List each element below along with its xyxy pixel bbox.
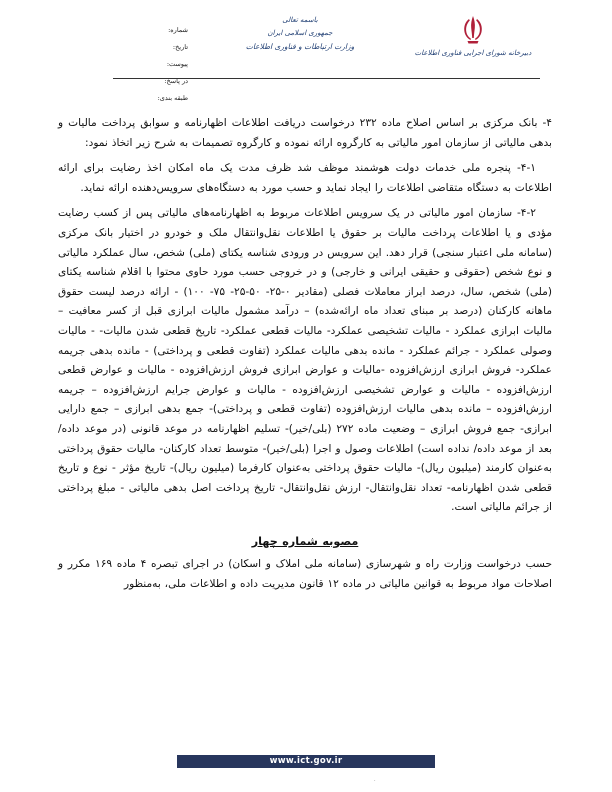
republic-name: جمهوری اسلامی ایران xyxy=(267,29,333,37)
council-name: دبیرخانه شورای اجرایی فناوری اطلاعات xyxy=(414,49,532,57)
letterhead-center xyxy=(215,14,385,54)
footer-bar xyxy=(177,755,435,768)
meta-classification-label: طبقه بندی: xyxy=(157,94,188,102)
section-title: مصوبه شماره چهار xyxy=(251,534,359,548)
council-logo xyxy=(408,14,538,57)
ministry-name: وزارت ارتباطات و فناوری اطلاعات xyxy=(245,42,355,51)
meta-date-label: تاریخ: xyxy=(172,43,188,51)
header-divider xyxy=(113,78,540,79)
document-body xyxy=(58,114,552,595)
footer-website-link[interactable]: www.ict.gov.ir xyxy=(269,756,343,766)
iran-emblem-icon xyxy=(460,14,486,46)
section-paragraph: حسب درخواست وزارت راه و شهرسازی (سامانه ملی املاک و اسکان) در اجرای تبصره ۴ ماده ۱۶۹ مکرر و اصلاحات مواد مربوط به قوانین مالیاتی در ماده ۱۲ قانون مدیریت داده و اطلاعات ملی، به‌منظور xyxy=(58,558,552,591)
page-mark: . xyxy=(374,777,376,783)
paragraph-item-4-1: ۴-۱- پنجره ملی خدمات دولت هوشمند موظف شد ظرف مدت یک ماه امکان اخذ رضایت برای ارائه اطلاعات به دستگاه متقاضی اطلاعات را ایجاد نماید و حسب مورد به دستگاه‌های سرویس‌دهنده ارائه نماید. xyxy=(58,162,552,194)
letterhead xyxy=(0,0,612,102)
meta-number-label: شماره: xyxy=(168,26,188,34)
meta-reply-label: در پاسخ: xyxy=(164,77,188,85)
letter-meta-fields xyxy=(118,22,188,107)
basmala-text: باسمه تعالی xyxy=(282,16,318,24)
paragraph-item-4-2: ۴-۲- سازمان امور مالیاتی در یک سرویس اطلاعات مربوط به اظهارنامه‌های مالیاتی پس از کسب رضایت مؤدی و یا اطلاعات پرداخت مالیات بر حقوق یا اطلاعات نقل‌وانتقال ملک و خودرو در اختیار بانک مرکزی (سامانه ملی اعتبار سنجی) قرار دهد. این سرویس در ورودی شناسه یکتای (ملی) شخص، سال عملکرد مالیاتی و نوع شخص (حقوقی و حقیقی ایرانی و خارجی) و در خروجی حسب مورد حاوی محتوا با اقلام شناسه یکتای (ملی) شخص، سال، درصد ابراز معاملات فصلی (مقادیر ۰-۲۵- ۵۰-۲۵- ۷۵- ۱۰۰) - ارائه درصد لیست حقوق ماهانه کارکنان (درصد بر مبنای تعداد ماه ارائه‌شده) – درآمد مشمول مالیات ابرازی قبل از کسر معافیت – مالیات ابرازی عملکرد - مالیات تشخیصی عملکرد- مالیات قطعی عملکرد- تاریخ قطعی شدن مالیات- - مالیات وصولی عملکرد - جرائم عملکرد - مانده بدهی مالیات عملکرد (تفاوت قطعی و پرداختی) - مانده بدهی جریمه عملکرد- فروش ابرازی ارزش‌افزوده -مالیات و عوارض ابرازی فروش ارزش‌افزوده - مالیات و عوارض قطعی ارزش‌افزوده - مالیات و عوارض تشخیصی ارزش‌افزوده - مالیات و عوارض جرایم ارزش‌افزوده – جریمه ارزش‌افزوده – مانده بدهی مالیات ارزش‌افزوده (تفاوت قطعی و پرداختی)- جمع بدهی ابرازی – جمع دارایی ابرازی- جمع فروش ابرازی – وضعیت ماده ۲۷۲ (بلی/خیر)- تسلیم اظهارنامه در موعد قانونی (در موعد داده/ بعد از موعد داده/ نداده است) اطلاعات وصول و اجرا (بلی/خیر)- متوسط تعداد کارکنان- مالیات حقوق پرداختی به‌عنوان کارمند (میلیون ریال)- مالیات حقوق پرداختی به‌عنوان کارفرما (میلیون ریال)- تاریخ مؤثر - نوع و تاریخ قطعی شدن اظهارنامه- تعداد نقل‌وانتقال- ارزش نقل‌وانتقال- تاریخ پرداخت اصل بدهی مالیاتی - مبلغ پرداختی از جرائم مالیاتی است. xyxy=(58,207,552,514)
paragraph-item-4: ۴- بانک مرکزی بر اساس اصلاح ماده ۲۳۲ درخواست دریافت اطلاعات اظهارنامه و سوابق پرداخت مالیات و بدهی مالیاتی از سازمان امور مالیاتی به کارگروه ارائه نموده و کارگروه تصمیمات به شرح زیر اتخاذ نمود: xyxy=(58,117,552,149)
meta-attachment-label: پیوست: xyxy=(166,60,188,68)
